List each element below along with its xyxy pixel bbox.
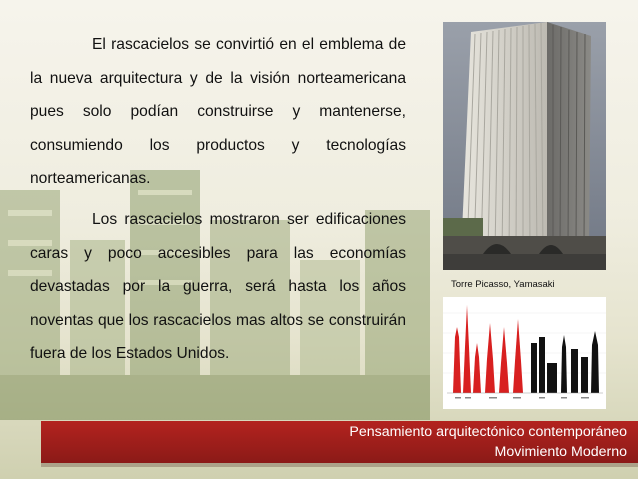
footer-shadow	[41, 463, 638, 467]
skyscraper-height-comparison-icon	[443, 297, 606, 409]
skyscraper-comparison-image	[443, 297, 606, 409]
paragraph-2: Los rascacielos mostraron ser edificaciones caras y poco accesibles para las economías devastadas por la guerra, será hasta los años noventas que los rascacielos mas altos se construirán fuera de los Estados Unidos.	[30, 210, 406, 363]
footer-topic-title: Movimiento Moderno	[494, 443, 627, 460]
building-photo-icon	[443, 22, 606, 270]
photo-caption: Torre Picasso, Yamasaki	[451, 279, 555, 290]
torre-picasso-photo	[443, 22, 606, 270]
paragraph-1: El rascacielos se convirtió en el emblema de la nueva arquitectura y de la visión norteamericana pues solo podían construirse y mantenerse, consumiendo los productos y tecnologías norteamericanas.	[30, 36, 406, 188]
footer-text	[349, 423, 627, 462]
footer-course-title: Pensamiento arquitectónico contemporáneo	[349, 424, 627, 440]
body-text	[30, 28, 406, 378]
